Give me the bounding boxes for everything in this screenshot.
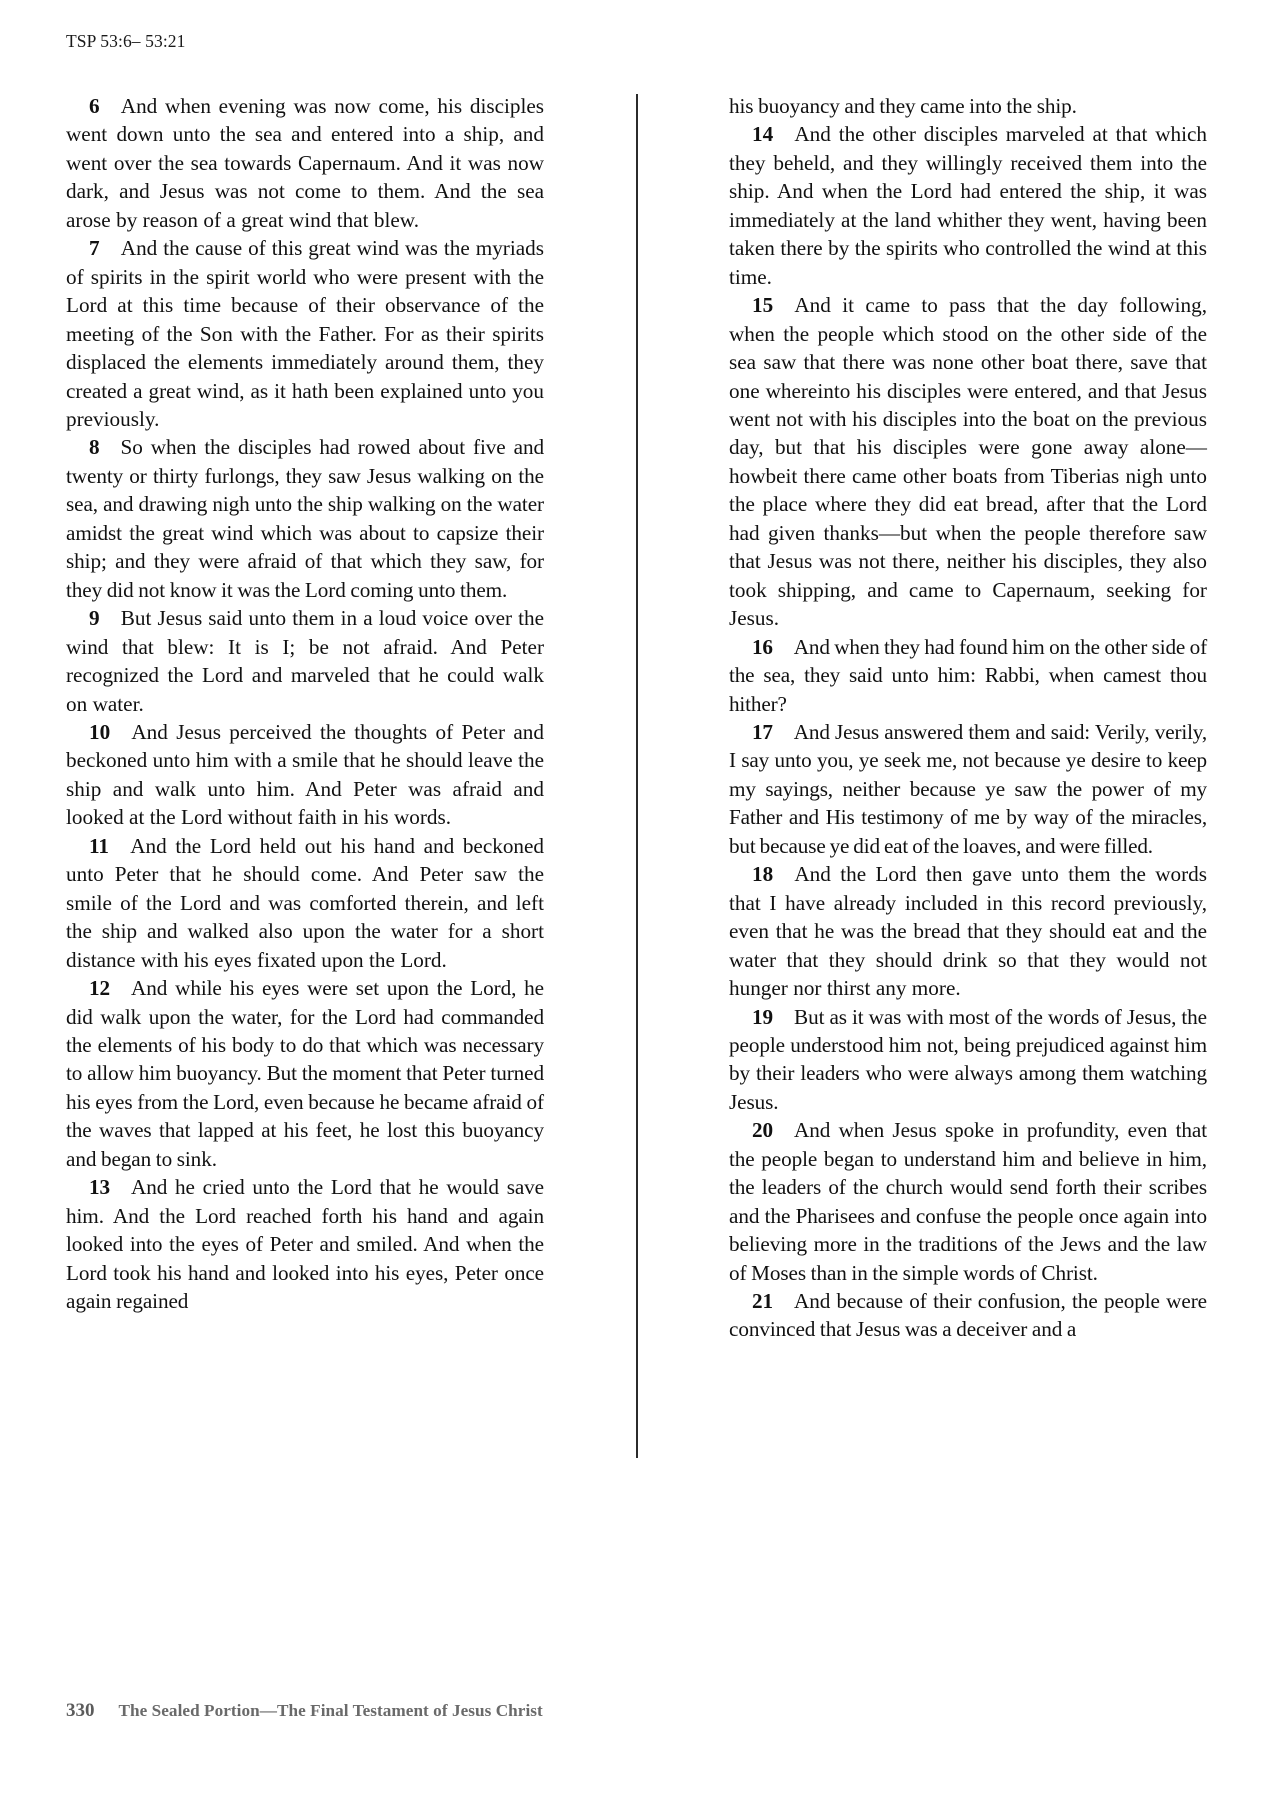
verse-number-space [100,435,121,459]
verse-paragraph-6 [66,92,544,234]
verse-number: 18 [752,862,774,887]
verse-text: his buoyancy and they came into the ship. [729,94,1077,118]
verse-text: But as it was with most of the words of Jesus, the people understood him not, being prejudiced against him by their leaders who were always among them watching Jesus. [729,1004,1207,1114]
running-head: TSP 53:6– 53:21 [66,31,186,51]
verse-paragraph-16 [729,633,1207,718]
verse-number: 6 [89,94,100,118]
verse-number: 15 [752,293,774,318]
verse-number: 13 [89,1175,111,1200]
verse-number-space [110,720,131,744]
verse-number-space [773,720,794,744]
verse-number: 8 [89,435,100,460]
verse-text: And Jesus answered them and said: Verily, verily, I say unto you, ye seek me, not because ye desire to keep my sayings, neither because ye saw the power of my Father and His testimony of me by way of the miracles, but because ye did eat of the loaves, and were filled. [729,719,1207,858]
verse-number-space [773,122,794,146]
verse-paragraph-8 [66,433,544,604]
verse-paragraph-12 [66,974,544,1173]
verse-text: And it came to pass that the day following, when the people which stood on the other side of the sea saw that there was none other boat there, save that one whereinto his disciples were entered, and that Jesus went not with his disciples into the boat on the previous day, but that his disciples were gone away alone—howbeit there came other boats from Tiberias nigh unto the place where they did eat bread, after that the Lord had given thanks—but when the people therefore saw that Jesus was not there, neither his disciples, they also took shipping, and came to Capernaum, seeking for Jesus. [729,293,1207,631]
text-column-left [66,92,544,1460]
verse-number: 17 [752,719,773,744]
verse-number: 16 [752,634,773,659]
verse-number: 14 [752,122,774,147]
verse-number: 11 [89,833,110,858]
verse-paragraph-15 [729,291,1207,632]
column-gutter [544,92,729,1460]
verse-text: And when they had found him on the other side of the sea, they said unto him: Rabbi, when camest thou hither? [729,634,1207,716]
verse-text: So when the disciples had rowed about five and twenty or thirty furlongs, they saw Jesus walking on the sea, and drawing nigh unto the ship walking on the water amidst the great wind which was about to capsize their ship; and they were afraid of that which they saw, for they did not know it was the Lord coming unto them. [66,435,544,602]
verse-number-space [773,862,794,886]
verse-number-space [110,1175,131,1199]
page-footer [66,1700,543,1722]
verse-paragraph-19 [729,1003,1207,1117]
verse-paragraph-21 [729,1287,1207,1344]
verse-number-space [773,635,794,659]
verse-number-space [773,293,794,317]
folio-page-number: 330 [66,1700,95,1721]
verse-paragraph-20 [729,1116,1207,1287]
verse-text: And the cause of this great wind was the myriads of spirits in the spirit world who were present with the Lord at this time because of their observance of the meeting of the Son with the Father. For as their spirits displaced the elements immediately around them, they created a great wind, as it hath been explained unto you previously. [66,236,544,431]
verse-number: 21 [752,1289,774,1314]
verse-number: 19 [752,1004,774,1029]
verse-text: And the Lord held out his hand and beckoned unto Peter that he should come. And Peter saw the smile of the Lord and was comforted therein, and left the ship and walked also upon the water for a short distance with his eyes fixated upon the Lord. [66,833,544,972]
verse-number-space [110,976,131,1000]
verse-number: 9 [89,606,100,631]
verse-text: And the other disciples marveled at that which they beheld, and they willingly received them into the ship. And when the Lord had entered the ship, it was immediately at the land whither they went, having been taken there by the spirits who controlled the wind at this time. [729,122,1207,289]
verse-number: 7 [89,236,100,261]
verse-number-space [773,1005,794,1029]
body-columns [66,92,1207,1460]
verse-number-space [100,236,121,260]
verse-number-space [773,1289,794,1313]
verse-number-space [100,606,121,630]
verse-paragraph-10 [66,718,544,832]
verse-text: And when Jesus spoke in profundity, even that the people began to understand him and believe in him, the leaders of the church would send forth their scribes and the Pharisees and confuse the people once again into believing more in the traditions of the Jews and the law of Moses than in the simple words of Christ. [729,1118,1207,1285]
verse-text: And the Lord then gave unto them the words that I have already included in this record previously, even that he was the bread that they should eat and the water that they should drink so that they would not hunger nor thirst any more. [729,862,1207,1001]
verse-number: 20 [752,1118,774,1143]
verse-number-space [109,834,130,858]
verse-paragraph-11 [66,832,544,974]
verse-number: 12 [89,976,111,1001]
verse-text: And he cried unto the Lord that he would save him. And the Lord reached forth his hand and again looked into the eyes of Peter and smiled. And when the Lord took his hand and looked into his eyes, Peter once again regained [66,1175,544,1314]
verse-paragraph-18 [729,860,1207,1002]
verse-paragraph-13 [66,1173,544,1315]
text-column-right [729,92,1207,1460]
verse-paragraph-17 [729,718,1207,860]
verse-paragraph-9 [66,604,544,718]
verse-text: But Jesus said unto them in a loud voice over the wind that blew: It is I; be not afraid. And Peter recognized the Lord and marveled that he could walk on water. [66,606,544,716]
verse-paragraph-14 [729,120,1207,291]
verse-text: And Jesus perceived the thoughts of Peter and beckoned unto him with a smile that he should leave the ship and walk unto him. And Peter was afraid and looked at the Lord without faith in his words. [66,719,544,830]
verse-number: 10 [89,719,111,744]
verse-text: And because of their confusion, the people were convinced that Jesus was a deceiver and a [729,1289,1207,1342]
verse-number-space [773,1118,794,1142]
verse-text: And while his eyes were set upon the Lord, he did walk upon the water, for the Lord had commanded the elements of his body to do that which was necessary to allow him buoyancy. But the moment that Peter turned his eyes from the Lord, even because he became afraid of the waves that lapped at his feet, he lost this buoyancy and began to sink. [66,976,544,1171]
column-divider-rule [636,94,638,1458]
verse-paragraph-7 [66,234,544,433]
footer-book-title: The Sealed Portion—The Final Testament of Jesus Christ [118,1701,543,1720]
verse-continuation [729,92,1207,120]
verse-text: And when evening was now come, his disciples went down unto the sea and entered into a ship, and went over the sea towards Capernaum. And it was now dark, and Jesus was not come to them. And the sea arose by reason of a great wind that blew. [66,94,544,232]
verse-number-space [100,94,121,118]
